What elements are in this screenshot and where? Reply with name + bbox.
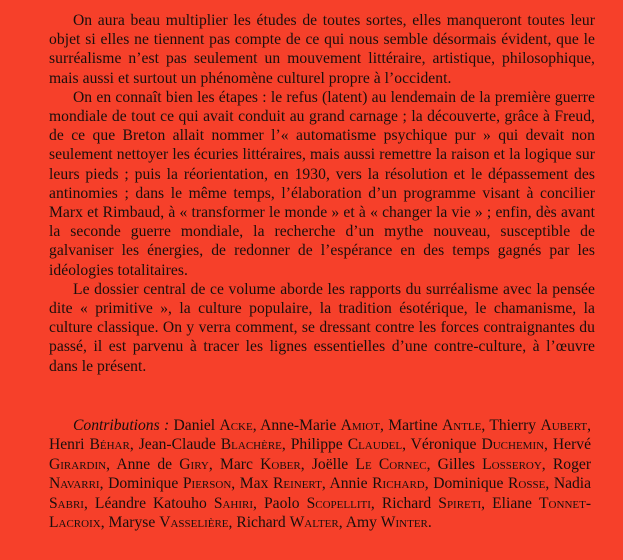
contributor-first-name: Gilles [437,455,475,473]
contributor-name [264,495,371,512]
intro-paragraph-2: On en connaît bien les étapes : le refus (latent) au lendemain de la première guerre mondiale de tout ce qui avait conduit au grand carnage ; la découverte, grâce à Freud, de ce que Breton allait nommer l’« automatisme psychique pur » qui devait non seulement nettoyer les écuries littéraires, mais aussi remettre la raison et la logique sur leurs pieds ; puis la réorientation, en 1930, vers la résolution et le dépassement des antinomies ; dans le même temps, l’élaboration d’un programme visant à concilier Marx et Rimbaud, à « transformer le monde » et à « changer la vie » ; enfin, dès avant la seconde guerre mondiale, la recherche d’un mythe nouveau, susceptible de galvaniser les énergies, de redonner de l’espérance en des temps gagnés par les idéologies totalitaires. [49,88,595,279]
contributor-last-name: Aubert [540,416,588,434]
contributor-first-name: Jean-Claude [138,436,216,454]
contributor-name [139,436,282,453]
contributor-first-name: Dominique [433,475,504,493]
contributor-first-name: Eliane [492,494,532,512]
contributor-last-name: Walter [289,514,339,532]
contributor-first-name: Max [239,475,269,493]
contributor-last-name: Béhar [89,436,130,454]
contributor-last-name: Girardin [49,455,107,473]
contributor-first-name: Dominique [108,475,179,493]
contributor-first-name: Léandre Katouho [94,494,207,512]
contributor-name [108,475,231,492]
contributor-last-name: Navarri [49,475,100,493]
contributor-name [109,514,229,531]
contributor-first-name: Maryse [108,514,156,532]
contributor-last-name: Losseroy [482,455,542,473]
contributor-first-name: Joëlle [311,455,349,473]
contributor-last-name: Sabri [49,494,84,512]
contributor-name [95,495,253,512]
contributions-label: Contributions : [73,416,170,434]
contributor-name [346,514,428,531]
contributor-first-name: Richard [236,514,286,532]
contributor-name [240,475,322,492]
intro-paragraph-3: Le dossier central de ce volume aborde les rapports du surréalisme avec la pensée dite « primitive », la culture populaire, la tradition ésotérique, le chamanisme, la culture classique. On y verra comment, se dressant contre les forces contraignantes du passé, il est parvenu à tracer les lignes essentielles d’une contre-culture, à l’œuvre dans le présent. [49,280,595,375]
contributor-name [438,456,542,473]
contributor-name [116,456,209,473]
contributor-last-name: Scopelliti [306,494,371,512]
contributor-name [411,436,544,453]
contributor-last-name: Blachère [220,436,282,454]
contributor-first-name: Philippe [290,436,343,454]
contributor-first-name: Annie [329,475,368,493]
contributor-name [220,456,301,473]
contributor-name [291,436,402,453]
contributions-list: Contributions : Daniel Acke, Anne-Marie Amiot, Martine Antle, Thierry Aubert, Henri Béhar, Jean-Claude Blachère, Philippe Claudel, Véronique Duchemin, Hervé Girardin, Anne de Giry, Marc Kober, Joëlle Le Cornec, Gilles Losseroy, Roger Navarri, Dominique Pierson, Max Reinert, Annie Richard, Dominique Rosse, Nadia Sabri, Léandre Katouho Sahiri, Paolo Scopelliti, Richard Spireti, Eliane Tonnet-Lacroix, Maryse Vasselière, Richard Walter, Amy Winter. [49,416,592,532]
contributor-name [489,417,587,434]
contributor-first-name: Richard [381,494,432,512]
contributor-last-name: Winter [380,514,428,532]
contributor-first-name: Marc [219,455,253,473]
contributor-last-name: Rosse [508,475,546,493]
contributor-last-name: Sahiri [213,494,254,512]
contributor-last-name: Duchemin [481,436,545,454]
contributor-name [388,417,481,434]
intro-text [49,11,595,376]
contributor-last-name: Pierson [182,475,232,493]
contributor-name [174,417,253,434]
contributor-last-name: Reinert [272,475,322,493]
contributor-name [260,417,380,434]
contributor-first-name: Thierry [489,416,537,434]
contributor-name [49,436,130,453]
contributor-first-name: Roger [552,455,592,473]
contributor-first-name: Hervé [552,436,591,454]
contributor-last-name: Vasselière [159,514,229,532]
contributor-last-name: Antle [442,416,482,434]
contributor-first-name: Daniel [173,416,216,434]
contributor-first-name: Paolo [264,494,300,512]
contributor-first-name: Henri [49,436,85,454]
contributor-last-name: Kober [260,455,301,473]
contributor-first-name: Nadia [553,475,592,493]
contributor-name [329,475,424,492]
contributor-last-name: Claudel [347,436,403,454]
contributor-last-name: Le Cornec [355,455,427,473]
contributor-first-name: Martine [388,416,438,434]
contributor-name [433,475,545,492]
contributor-first-name: Amy [345,514,377,532]
contributor-first-name: Anne de [116,455,173,473]
contributor-last-name: Giry [179,455,209,473]
contributor-last-name: Spireti [438,494,482,512]
contributor-name [312,456,427,473]
contributor-name [236,514,338,531]
contributor-last-name: Richard [372,475,425,493]
contributor-first-name: Anne-Marie [260,416,337,434]
intro-paragraph-1: On aura beau multiplier les études de toutes sortes, elles manqueront toutes leur objet si elles ne tiennent pas compte de ce qui nous semble désormais évident, que le surréalisme n’est pas seulement un mouvement littéraire, artistique, philosophique, mais aussi et surtout un phénomène culturel propre à l’occident. [49,12,595,87]
contributor-name [382,495,481,512]
contributor-last-name: Acke [219,416,253,434]
contributor-first-name: Véronique [410,436,477,454]
contributor-last-name: Tonnet-Lacroix [49,494,592,532]
contributor-last-name: Amiot [340,416,381,434]
